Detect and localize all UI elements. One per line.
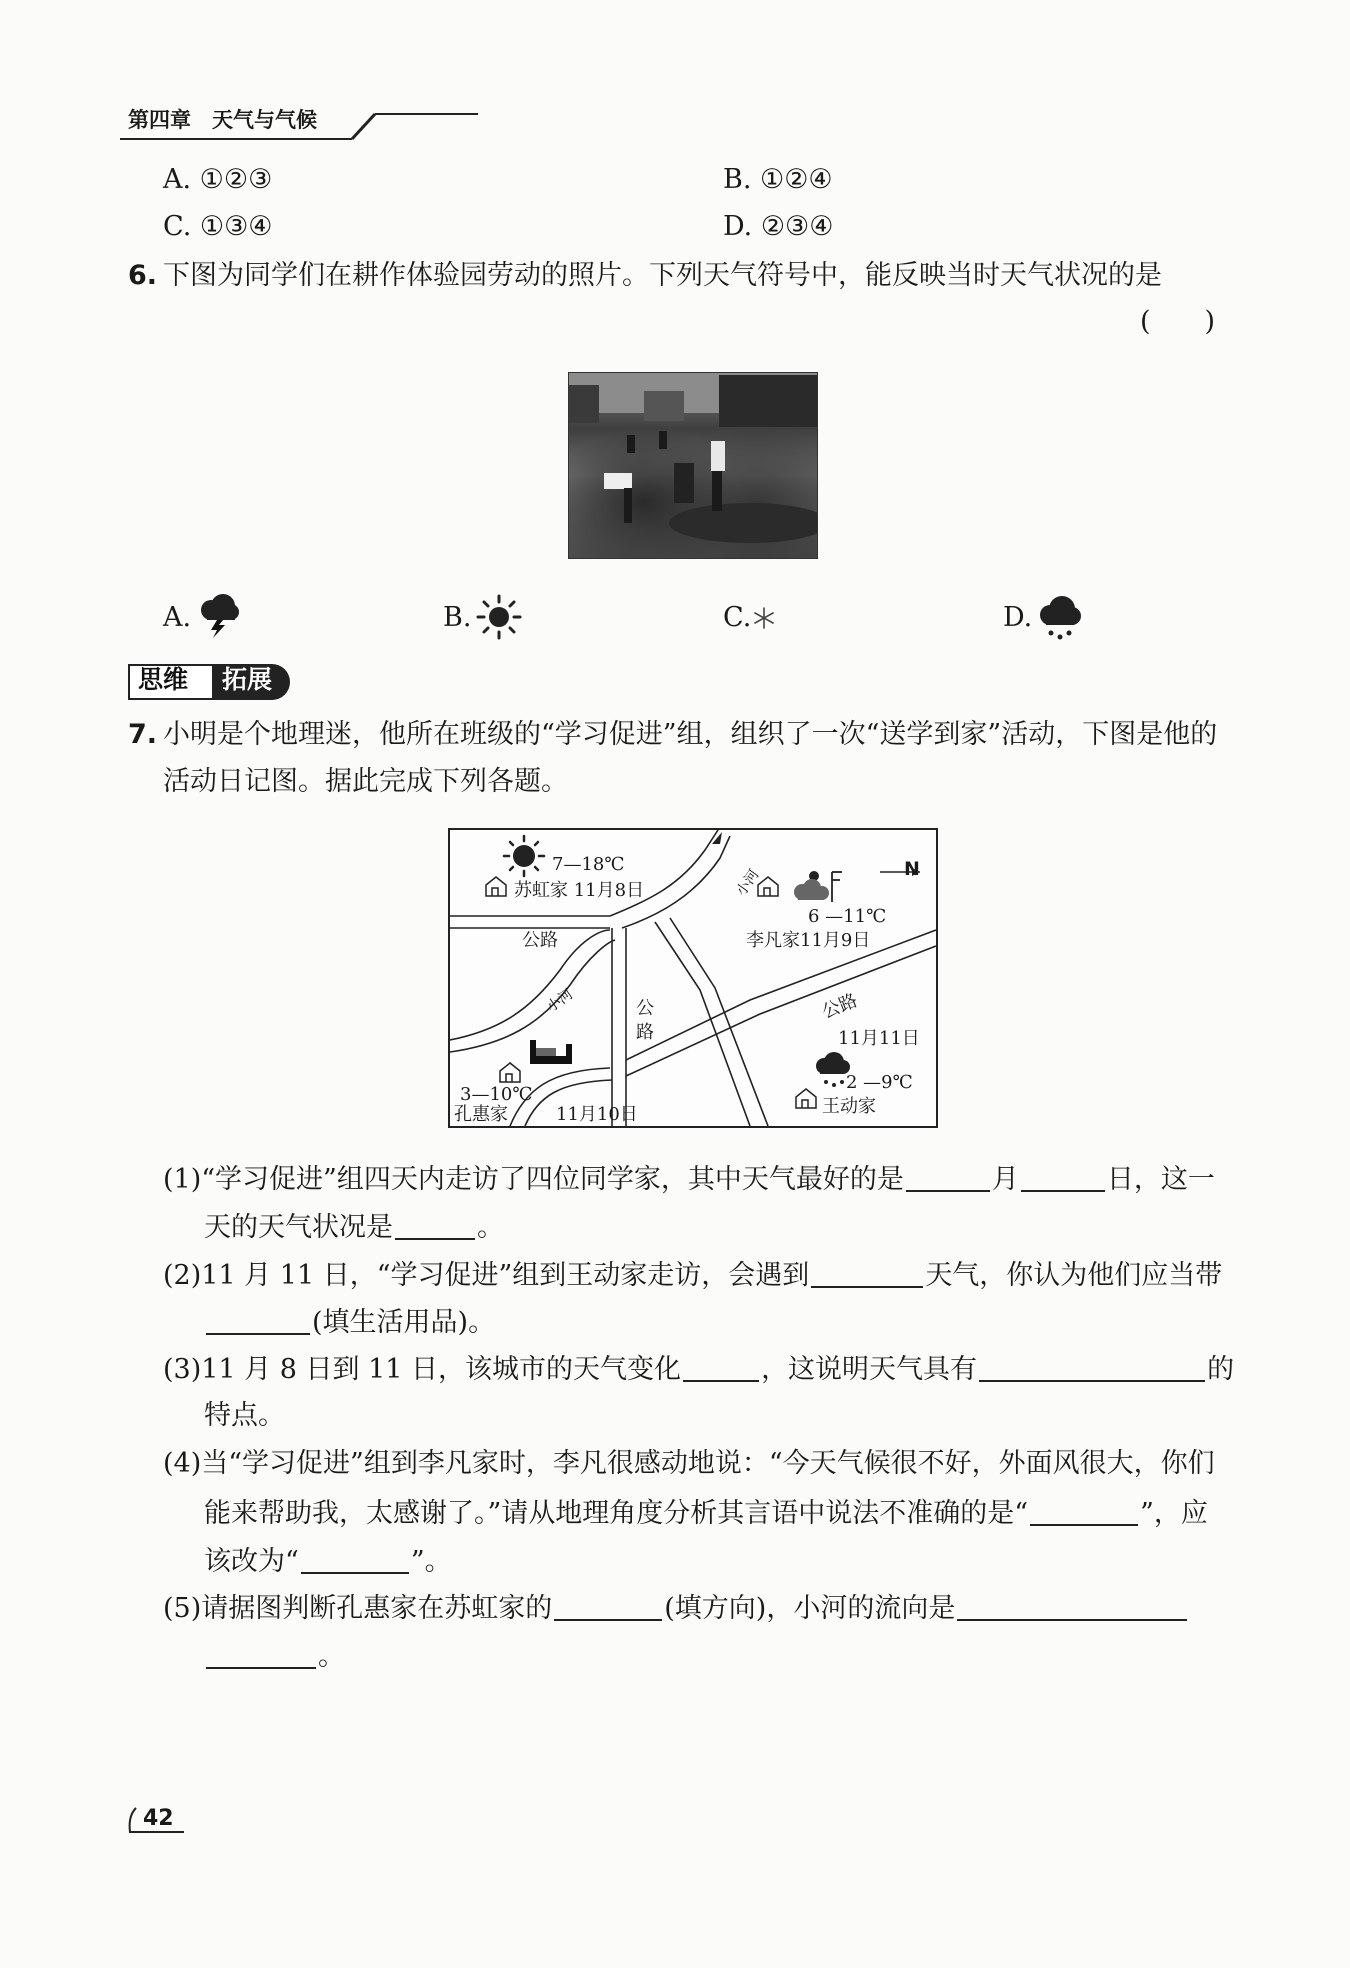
snowflake-icon <box>753 607 775 629</box>
kong-name: 孔惠家 <box>454 1104 508 1125</box>
q5-option-b[interactable]: B. ①②④ <box>723 164 833 195</box>
q7-s5-direction-blank[interactable] <box>554 1593 662 1621</box>
q7-s4-wrong-blank[interactable] <box>1030 1498 1138 1526</box>
q7-sub1-line2: 天的天气状况是 。 <box>204 1212 504 1243</box>
kong-house-icon <box>498 1060 522 1084</box>
q7-s1-day-blank[interactable] <box>1021 1164 1105 1192</box>
q7-sub1-line1: (1)“学习促进”组四天内走访了四位同学家，其中天气最好的是 月 日，这一 <box>163 1164 1215 1195</box>
q7-sub2-line2: (填生活用品)。 <box>204 1307 495 1336</box>
su-sun-icon <box>502 834 546 878</box>
q7-stem-line2: 活动日记图。据此完成下列各题。 <box>163 766 568 797</box>
li-temp: 6 —11℃ <box>808 906 887 927</box>
q7-s2-weather-blank[interactable] <box>811 1260 923 1288</box>
q6-answer-paren[interactable]: ( ) <box>1140 306 1216 337</box>
chapter-label: 第四章 <box>128 108 191 132</box>
q7-number: 7. <box>128 719 158 750</box>
q6-option-c-label[interactable]: C. <box>723 602 752 633</box>
q7-s3-feature-blank[interactable] <box>979 1354 1205 1382</box>
sun-icon <box>476 594 522 640</box>
wang-house-icon <box>794 1086 818 1110</box>
q5-option-d[interactable]: D. ②③④ <box>723 211 834 242</box>
q7-s2-item-blank[interactable] <box>206 1307 310 1335</box>
su-name-date: 苏虹家 11月8日 <box>514 880 645 901</box>
wang-temp: 2 —9℃ <box>846 1072 913 1093</box>
kong-wind-icon <box>530 1036 578 1066</box>
q7-s3-change-blank[interactable] <box>683 1354 759 1382</box>
road-label-vertical-2: 路 <box>636 1022 654 1043</box>
kong-date: 11月10日 <box>556 1104 638 1125</box>
q6-stem: 下图为同学们在耕作体验园劳动的照片。下列天气符号中，能反映当时天气状况的是 <box>163 260 1162 291</box>
q7-sub3-line2: 特点。 <box>204 1400 285 1431</box>
section-label-right: 拓展 <box>222 665 273 694</box>
q7-s1-month-blank[interactable] <box>906 1164 990 1192</box>
river-label-south: 小河 <box>543 986 577 1016</box>
q7-s5-flow-blank-2[interactable] <box>206 1641 316 1669</box>
li-cloudy-wind-icon <box>790 868 846 904</box>
farm-photo <box>568 372 818 559</box>
river-label-north: 小河 <box>733 866 763 900</box>
wang-date: 11月11日 <box>838 1028 920 1049</box>
road-label-west: 公路 <box>522 930 558 951</box>
q7-stem-line1: 小明是个地理迷，他所在班级的“学习促进”组，组织了一次“送学到家”活动，下图是他的 <box>163 719 1218 750</box>
q5-option-c[interactable]: C. ①③④ <box>163 211 273 242</box>
road-label-vertical-1: 公 <box>636 998 654 1019</box>
q7-sub5-line2: 。 <box>204 1641 345 1670</box>
kong-temp: 3—10℃ <box>460 1084 533 1105</box>
north-label: N <box>904 858 920 880</box>
q6-option-b-label[interactable]: B. <box>443 602 472 633</box>
li-name-date: 李凡家11月9日 <box>746 930 871 951</box>
chapter-title: 天气与气候 <box>212 108 317 132</box>
rain-icon <box>1036 595 1082 641</box>
page-number: 42 <box>143 1806 174 1831</box>
header-rule <box>120 108 482 142</box>
activity-map <box>448 828 938 1128</box>
q7-sub2-line1: (2)11 月 11 日，“学习促进”组到王动家走访，会遇到 天气，你认为他们应当带 <box>163 1260 1223 1291</box>
q6-number: 6. <box>128 260 158 291</box>
q5-option-a[interactable]: A. ①②③ <box>163 164 273 195</box>
q7-sub5-line1: (5)请据图判断孔惠家在苏虹家的 (填方向)，小河的流向是 <box>163 1593 1189 1622</box>
q6-option-d-label[interactable]: D. <box>1003 602 1033 633</box>
section-banner <box>128 664 292 698</box>
q7-sub4-line1: (4)当“学习促进”组到李凡家时，李凡很感动地说：“今天气候很不好，外面风很大，你们 <box>163 1448 1215 1479</box>
road-label-east: 公路 <box>819 990 861 1024</box>
q7-s1-weather-blank[interactable] <box>395 1212 475 1240</box>
su-house-icon <box>484 874 508 898</box>
q7-sub4-line2: 能来帮助我，太感谢了。”请从地理角度分析其言语中说法不准确的是“ ”，应 <box>204 1498 1208 1529</box>
q7-s4-correct-blank[interactable] <box>301 1546 409 1574</box>
thunderstorm-icon <box>195 592 241 638</box>
q7-sub3-line1: (3)11 月 8 日到 11 日，该城市的天气变化 ，这说明天气具有 的 <box>163 1354 1235 1385</box>
q7-sub4-line3: 该改为“ ”。 <box>204 1546 452 1577</box>
su-temp: 7—18℃ <box>552 854 625 875</box>
q6-option-a-label[interactable]: A. <box>163 602 192 633</box>
q7-s5-flow-blank[interactable] <box>957 1593 1187 1621</box>
section-label-left: 思维 <box>138 665 189 694</box>
wang-name: 王动家 <box>822 1096 876 1117</box>
